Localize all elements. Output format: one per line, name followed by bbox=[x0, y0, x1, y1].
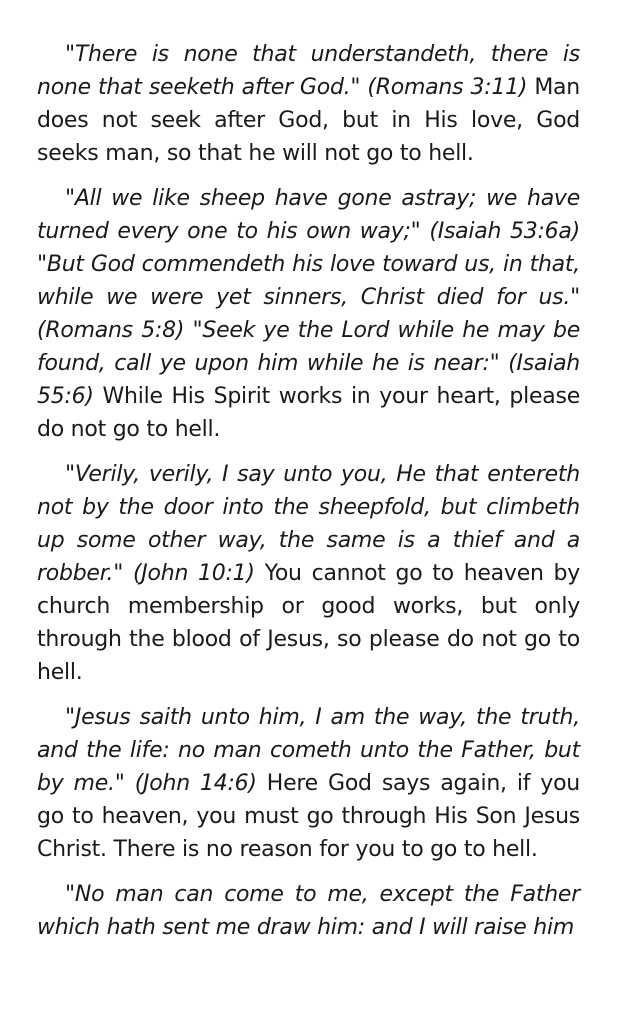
scripture-quote: "All we like sheep have gone astray; we have turned every one to his own way;" bbox=[37, 186, 580, 244]
paragraph-john-14-6 bbox=[37, 701, 580, 866]
scripture-quote: "But God commendeth his love toward us, in that, while we were yet sinners, Christ died for us." bbox=[37, 252, 580, 310]
scripture-quote: "Jesus saith unto him, I am the way, the truth, and the life: no man cometh unto the Father, but by me." bbox=[37, 705, 580, 796]
commentary-text: You cannot go to heaven by church membership or good works, but only through the blood of Jesus, so please do not go to hell. bbox=[37, 561, 580, 685]
paragraph-john-10-1 bbox=[37, 458, 580, 689]
scripture-quote: "Seek ye the Lord while he may be found, call ye upon him while he is near:" bbox=[37, 318, 580, 376]
scripture-quote: "There is none that understandeth, there is none that seeketh after God." bbox=[37, 42, 580, 100]
scripture-quote: "No man can come to me, except the Father which hath sent me draw him: and I will raise him bbox=[37, 882, 580, 940]
scripture-reference: (Romans 3:11) bbox=[367, 75, 528, 100]
commentary-text: Here God says again, if you go to heaven, you must go through His Son Jesus Christ. There is no reason for you to go to hell. bbox=[37, 771, 580, 862]
document-page bbox=[37, 38, 580, 956]
paragraph-isaiah-53-6 bbox=[37, 182, 580, 446]
commentary-text: Man does not seek after God, but in His love, God seeks man, so that he will not go to hell. bbox=[37, 75, 580, 166]
scripture-reference: (John 14:6) bbox=[134, 771, 257, 796]
paragraph-romans-3-11 bbox=[37, 38, 580, 170]
paragraph-john-6-44 bbox=[37, 878, 580, 944]
scripture-reference: (John 10:1) bbox=[132, 561, 255, 586]
scripture-quote: "Verily, verily, I say unto you, He that entereth not by the door into the sheepfold, but climbeth up some other way, the same is a thief and a robber." bbox=[37, 462, 580, 586]
commentary-text: While His Spirit works in your heart, please do not go to hell. bbox=[37, 384, 580, 442]
scripture-reference: (Isaiah 53:6a) bbox=[429, 219, 580, 244]
scripture-reference: (Isaiah 55:6) bbox=[37, 351, 580, 409]
scripture-reference: (Romans 5:8) bbox=[37, 318, 185, 343]
